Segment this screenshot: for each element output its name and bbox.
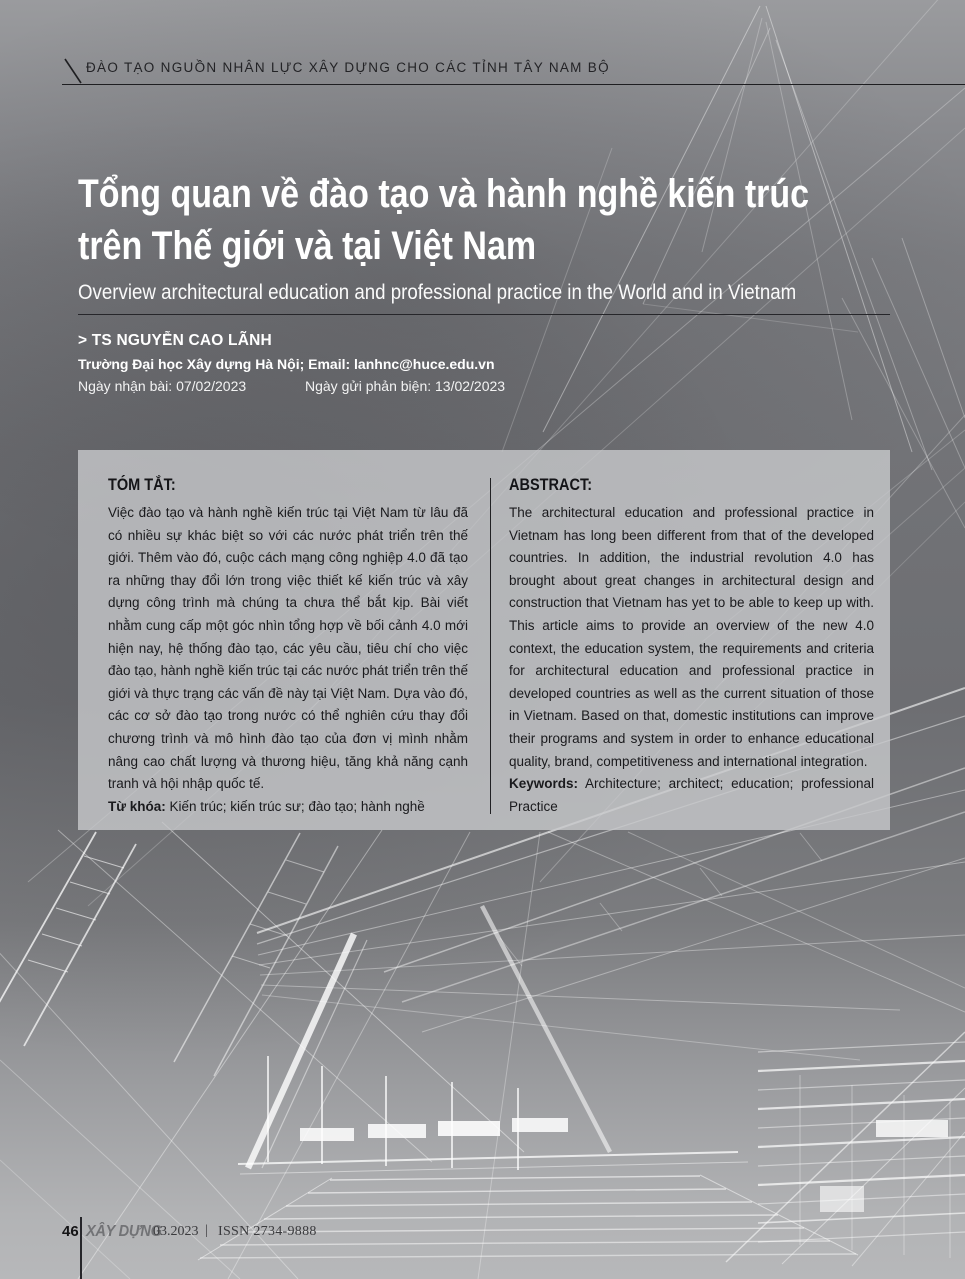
submission-dates: [78, 378, 678, 394]
keywords-vi-text: Kiến trúc; kiến trúc sư; đào tạo; hành nghề: [165, 798, 425, 814]
abstract-vi-heading: TÓM TẮT:: [108, 476, 176, 494]
keywords-vi-label: Từ khóa:: [108, 798, 166, 814]
abstract-vi-body: Việc đào tạo và hành nghề kiến trúc tại Việt Nam từ lâu đã có nhiều sự khác biệt so với các nước phát triển trên thế giới. Thêm vào đó, cuộc cách mạng công nghiệp 4.0 đã tạo ra những thay đổi lớn trong việc thiết kế kiến trúc và xây dựng công trình mà chúng ta chưa thể bắt kịp. Bài viết nhằm cung cấp một góc nhìn tổng hợp về bối cảnh 4.0 mới hiện nay, hệ thống đào tạo, các yêu cầu, tiêu chí cho việc đào tạo, hành nghề kiến trúc tại các nước phát triển trên thế giới và thực trạng các vấn đề này tại Việt Nam. Dựa vào đó, các cơ sở đào tạo trong nước có thể nghiên cứu thay đổi chương trình và mô hình đào tạo của đơn vị mình nhằm nâng cao chất lượng và thương hiệu, tăng khả năng cạnh tranh và hội nhập quốc tế.: [108, 505, 468, 792]
footer-vertical-rule: [80, 1217, 82, 1279]
author-affiliation-email: Trường Đại học Xây dựng Hà Nội; Email: lanhnc@huce.edu.vn: [78, 356, 495, 372]
issn-number: ISSN 2734-9888: [218, 1224, 317, 1239]
footer-separator: |: [205, 1223, 208, 1238]
abstract-vi-keywords: [108, 796, 468, 819]
article-subtitle-en: Overview architectural education and professional practice in the World and in Vietnam: [78, 281, 797, 304]
abstract-box: [78, 450, 890, 830]
keywords-en-text: Architecture; architect; education; professional Practice: [509, 776, 874, 814]
author-block: [78, 332, 678, 394]
abstract-en-heading: ABSTRACT:: [509, 476, 593, 494]
title-divider-rule: [78, 314, 890, 315]
abstract-en-keywords: [509, 773, 874, 818]
journal-logo: XÂY DỰNG: [86, 1223, 162, 1240]
section-header: [62, 56, 965, 85]
date-received: Ngày nhận bài: 07/02/2023: [78, 378, 247, 394]
article-title-block: [78, 168, 938, 305]
date-sent-for-review: Ngày gửi phản biện: 13/02/2023: [305, 378, 506, 394]
article-title-line1: Tổng quan về đào tạo và hành nghề kiến trúc: [78, 172, 810, 216]
abstract-en-body: The architectural education and professional practice in Vietnam has long been different from that of the developed countries. In addition, the industrial revolution 4.0 has brought about great changes in architectural design and construction that Vietnam has yet to be able to keep up with. This article aims to provide an overview of the new 4.0 context, the education system, the requirements and criteria for architectural education and professional practice in developed countries as well as the current situation of those in Vietnam. Based on that, domestic institutions can improve their programs and system in order to enhance educational quality, brand, competitiveness and international integration.: [509, 505, 874, 769]
keywords-en-label: Keywords:: [509, 776, 579, 792]
issue-date: 03.2023: [153, 1224, 199, 1239]
abstract-english-column: [509, 476, 874, 816]
header-tick-icon: [62, 58, 84, 84]
column-divider-line: [490, 478, 491, 814]
author-name: > TS NGUYỄN CAO LÃNH: [78, 332, 272, 349]
section-title: ĐÀO TẠO NGUỒN NHÂN LỰC XÂY DỰNG CHO CÁC TỈNH TÂY NAM BỘ: [86, 60, 610, 75]
article-title-line2: trên Thế giới và tại Việt Nam: [78, 224, 537, 268]
page-number: 46: [62, 1223, 79, 1240]
abstract-vietnamese-column: [108, 476, 468, 816]
